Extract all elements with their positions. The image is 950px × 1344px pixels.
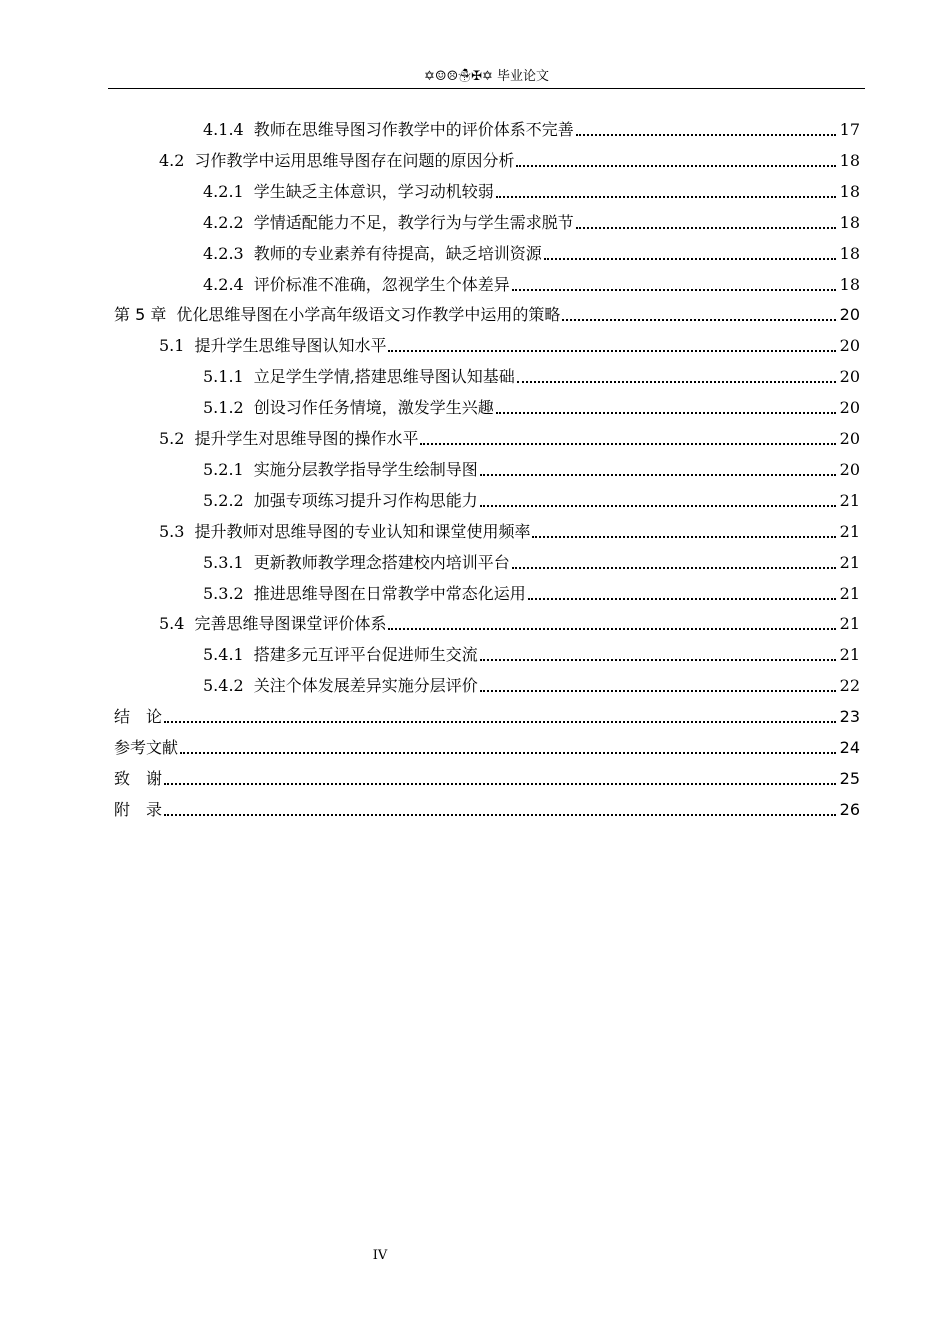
toc-entry-title: 完善思维导图课堂评价体系 bbox=[194, 614, 387, 634]
toc-entry-number: 4.2.2 bbox=[203, 212, 244, 232]
toc-dot-leader bbox=[512, 289, 836, 291]
toc-dot-leader bbox=[164, 783, 836, 785]
toc-entry-title: 实施分层教学指导学生绘制导图 bbox=[253, 459, 478, 479]
toc-entry[interactable] bbox=[203, 487, 860, 511]
toc-entry-page: 21 bbox=[839, 614, 860, 634]
toc-dot-leader bbox=[480, 474, 836, 476]
toc-entry[interactable] bbox=[203, 672, 860, 696]
toc-entry-title: 学生缺乏主体意识，学习动机较弱 bbox=[253, 181, 494, 201]
toc-entry[interactable] bbox=[114, 301, 860, 325]
toc-dot-leader bbox=[517, 381, 836, 383]
toc-entry-number: 4.2 bbox=[159, 150, 185, 170]
toc-dot-leader bbox=[164, 814, 836, 816]
toc-entry-page: 20 bbox=[839, 459, 860, 479]
toc-entry[interactable] bbox=[203, 240, 860, 264]
toc-entry-page: 23 bbox=[839, 707, 860, 727]
toc-entry-title: 加强专项练习提升习作构思能力 bbox=[253, 490, 478, 510]
toc-dot-leader bbox=[388, 628, 836, 630]
page-number: IV bbox=[372, 1248, 388, 1263]
toc-entry-page: 18 bbox=[839, 181, 860, 201]
toc-dot-leader bbox=[512, 567, 836, 569]
toc-entry[interactable] bbox=[114, 703, 860, 727]
toc-entry-title: 提升学生思维导图认知水平 bbox=[194, 336, 387, 356]
toc-entry-number: 5.2 bbox=[159, 429, 185, 448]
toc-entry[interactable] bbox=[203, 271, 860, 295]
toc-entry-title: 提升教师对思维导图的专业认知和课堂使用频率 bbox=[194, 521, 531, 541]
toc-dot-leader bbox=[480, 659, 836, 661]
toc-entry-page: 22 bbox=[839, 676, 860, 696]
toc-entry-number: 5.4 bbox=[159, 614, 185, 634]
toc-entry[interactable] bbox=[203, 178, 860, 202]
toc-entry-title: 学情适配能力不足，教学行为与学生需求脱节 bbox=[253, 212, 574, 232]
toc-entry-title: 致 谢 bbox=[114, 768, 163, 788]
toc-dot-leader bbox=[562, 319, 836, 321]
toc-entry[interactable] bbox=[203, 456, 860, 480]
toc-entry-title: 结 论 bbox=[114, 707, 163, 727]
toc-entry-page: 20 bbox=[839, 367, 860, 387]
toc-dot-leader bbox=[544, 258, 836, 260]
toc-entry-page: 18 bbox=[839, 274, 860, 294]
toc-entry-page: 21 bbox=[839, 583, 860, 603]
toc-dot-leader bbox=[388, 350, 836, 352]
toc-dot-leader bbox=[420, 443, 836, 445]
toc-entry-number: 5.3.1 bbox=[203, 552, 244, 572]
toc-entry-page: 20 bbox=[839, 305, 860, 325]
toc-entry-title: 创设习作任务情境，激发学生兴趣 bbox=[253, 398, 494, 418]
toc-entry-title: 教师的专业素养有待提高，缺乏培训资源 bbox=[253, 243, 542, 263]
toc-entry-page: 25 bbox=[839, 768, 860, 788]
toc-entry[interactable] bbox=[114, 765, 860, 789]
toc-entry-title: 优化思维导图在小学高年级语文习作教学中运用的策略 bbox=[176, 305, 561, 325]
toc-entry-number: 第 5 章 bbox=[114, 305, 167, 325]
toc-entry-page: 18 bbox=[839, 243, 860, 263]
toc-entry-page: 26 bbox=[839, 799, 860, 819]
toc-entry-number: 5.3 bbox=[159, 521, 185, 541]
toc-entry-number: 4.1.4 bbox=[203, 120, 244, 139]
page-header bbox=[108, 66, 865, 89]
toc-entry-number: 5.1 bbox=[159, 336, 185, 356]
toc-dot-leader bbox=[180, 752, 836, 754]
toc-entry-title: 附 录 bbox=[114, 799, 163, 819]
toc-dot-leader bbox=[528, 598, 836, 600]
toc-dot-leader bbox=[516, 165, 836, 167]
toc-entry[interactable] bbox=[159, 147, 860, 171]
header-title: ✡☺☹☃✠✡ 毕业论文 bbox=[423, 69, 550, 84]
toc-entry-page: 20 bbox=[839, 336, 860, 356]
toc-dot-leader bbox=[576, 227, 836, 229]
toc-entry-number: 4.2.3 bbox=[203, 243, 244, 263]
toc-entry-page: 18 bbox=[839, 212, 860, 232]
toc-entry-title: 搭建多元互评平台促进师生交流 bbox=[253, 645, 478, 665]
toc-entry[interactable] bbox=[159, 518, 860, 542]
toc-dot-leader bbox=[532, 536, 836, 538]
toc-dot-leader bbox=[576, 134, 836, 136]
toc-entry-page: 17 bbox=[839, 120, 860, 139]
toc-entry[interactable] bbox=[114, 734, 860, 758]
toc-entry[interactable] bbox=[159, 610, 860, 634]
toc-entry-number: 4.2.4 bbox=[203, 274, 244, 294]
toc-entry-page: 21 bbox=[839, 490, 860, 510]
toc-entry[interactable] bbox=[203, 363, 860, 387]
toc-entry-title: 关注个体发展差异实施分层评价 bbox=[253, 676, 478, 696]
toc-entry[interactable] bbox=[159, 332, 860, 356]
toc-entry-title: 教师在思维导图习作教学中的评价体系不完善 bbox=[253, 120, 574, 139]
toc-entry[interactable] bbox=[203, 394, 860, 418]
toc-entry-page: 18 bbox=[839, 150, 860, 170]
toc-entry-number: 5.1.1 bbox=[203, 367, 244, 387]
toc-entry-number: 5.2.2 bbox=[203, 490, 244, 510]
toc-entry-number: 5.1.2 bbox=[203, 398, 244, 418]
toc-entry-title: 提升学生对思维导图的操作水平 bbox=[194, 429, 419, 448]
toc-entry-number: 5.2.1 bbox=[203, 459, 244, 479]
toc-entry-page: 20 bbox=[839, 398, 860, 418]
toc-entry[interactable] bbox=[203, 549, 860, 573]
toc-entry[interactable] bbox=[203, 116, 860, 140]
toc-entry-page: 21 bbox=[839, 645, 860, 665]
toc-entry[interactable] bbox=[203, 209, 860, 233]
toc-entry-page: 24 bbox=[839, 738, 860, 757]
toc-entry-title: 更新教师教学理念搭建校内培训平台 bbox=[253, 552, 510, 572]
toc-entry-page: 21 bbox=[839, 521, 860, 541]
toc-entry-page: 21 bbox=[839, 552, 860, 572]
toc-dot-leader bbox=[480, 690, 836, 692]
toc-entry-title: 评价标准不准确，忽视学生个体差异 bbox=[253, 274, 510, 294]
toc-entry[interactable] bbox=[159, 425, 860, 449]
toc-entry-page: 20 bbox=[839, 429, 860, 448]
toc-entry[interactable] bbox=[203, 580, 860, 604]
toc-entry[interactable] bbox=[203, 641, 860, 665]
toc-dot-leader bbox=[164, 721, 836, 723]
toc-dot-leader bbox=[496, 412, 836, 414]
toc-entry-title: 参考文献 bbox=[114, 738, 179, 757]
toc-entry-number: 5.4.2 bbox=[203, 676, 244, 696]
toc-entry-title: 习作教学中运用思维导图存在问题的原因分析 bbox=[194, 150, 515, 170]
toc-entry-title: 立足学生学情,搭建思维导图认知基础 bbox=[253, 367, 515, 387]
toc-entry-number: 5.3.2 bbox=[203, 583, 244, 603]
toc-entry-number: 5.4.1 bbox=[203, 645, 244, 665]
toc-entry[interactable] bbox=[114, 796, 860, 820]
toc-dot-leader bbox=[496, 196, 836, 198]
toc-entry-title: 推进思维导图在日常教学中常态化运用 bbox=[253, 583, 526, 603]
toc-dot-leader bbox=[480, 505, 836, 507]
toc-entry-number: 4.2.1 bbox=[203, 181, 244, 201]
